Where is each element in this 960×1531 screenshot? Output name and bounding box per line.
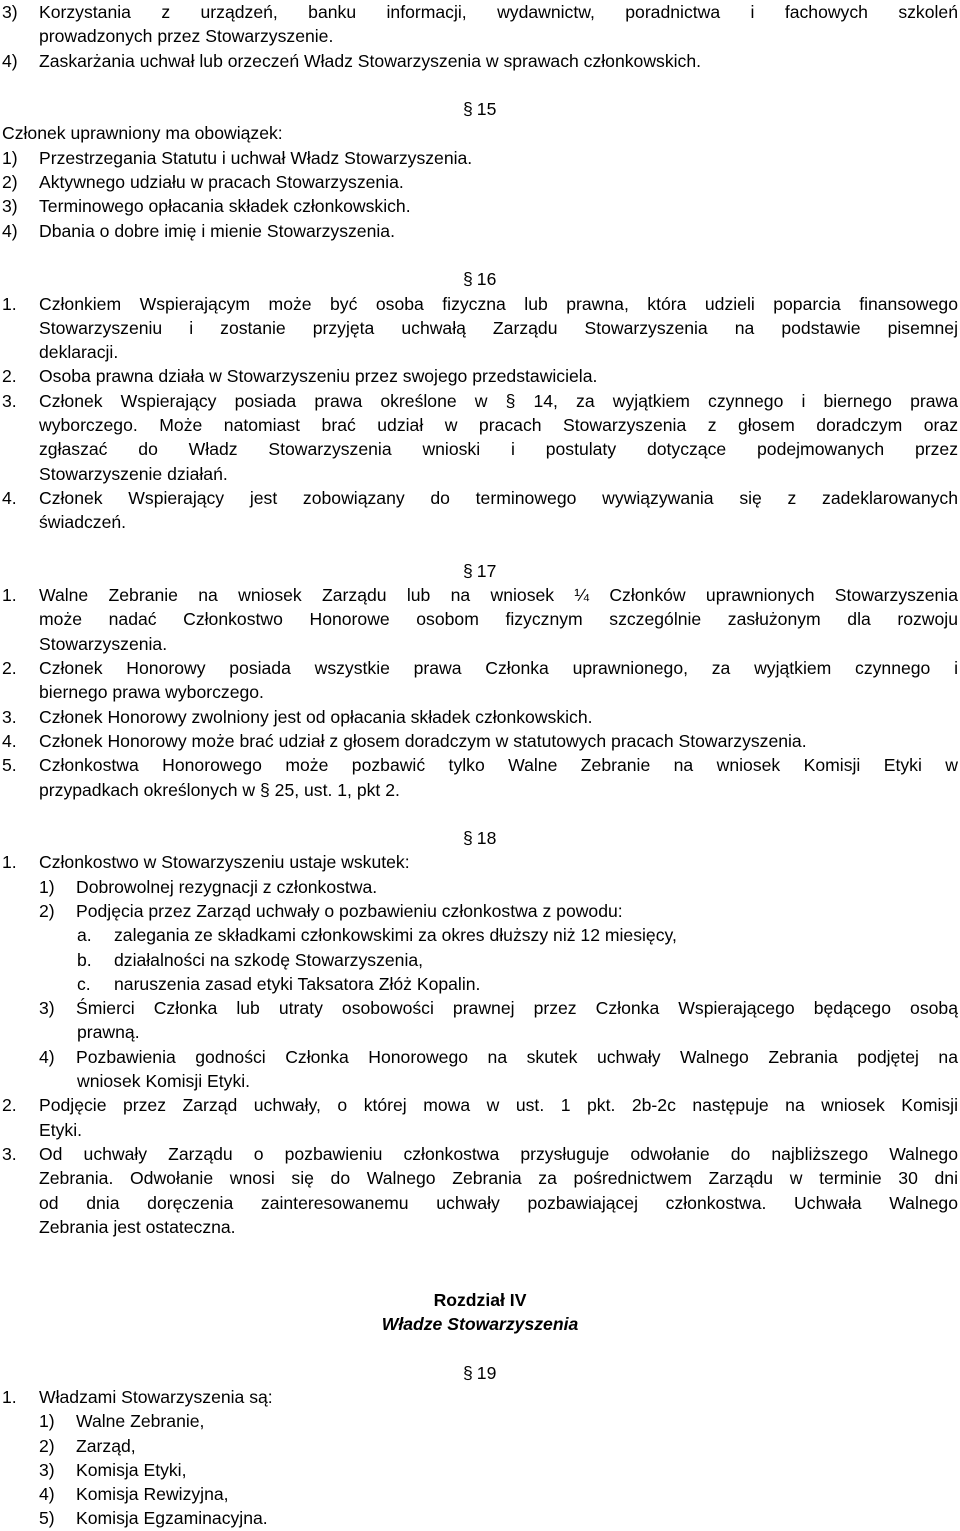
section-heading: § 15 — [463, 99, 497, 120]
list-item: 1) Dobrowolnej rezygnacji z członkostwa. — [39, 876, 378, 897]
list-item: c. naruszenia zasad etyki Taksatora Złóż Kopalin. — [77, 973, 481, 994]
chapter-title: Władze Stowarzyszenia — [381, 1314, 579, 1335]
list-item: 2) Podjęcia przez Zarząd uchwały o pozbawieniu członkostwa z powodu: — [39, 900, 623, 921]
article-16: § 16 1. Członkiem Wspierającym może być osoba fizyczna lub prawna, która udzieli poparcia finansowego Stowarzyszeniu i zostanie przyjęta uchwałą Zarządu Stowarzyszenia na podstawie pisemnej deklaracji. 2. Osoba prawna działa w Stowarzyszeniu przez swojego przedstawiciela. 3. Członek Wspierający posiada prawa określone w § 14, za wyjątkiem czynnego i biernego prawa wyborczego. Może natomiast brać udział w pracach Stowarzyszenia z głosem doradczym oraz zgłaszać do Władz Stowarzyszenia wnioski i postulaty dotyczące podejmowanych przez Stowarzyszenie działań. 4. Członek Wspierający jest zobowiązany do terminowego wywiązywania się z zadeklarowanych świadczeń. — [2, 269, 958, 533]
list-item: b. działalności na szkodę Stowarzyszenia, — [77, 949, 424, 970]
article-19 — [2, 1361, 958, 1531]
article-15: § 15 Członek uprawniony ma obowiązek: 1) Przestrzegania Statutu i uchwał Władz Stowarzyszenia. 2) Aktywnego udziału w pracach Stowarzyszenia. 3) Terminowego opłacania składek członkowskich. 4) Dbania o dobre imię i mienie Stowarzyszenia. — [2, 97, 958, 243]
list-item: 3) Terminowego opłacania składek członkowskich. — [2, 196, 411, 217]
list-item: 4) Pozbawienia godności Członka Honorowego na skutek uchwały Walnego Zebrania podjętej na — [39, 1046, 958, 1067]
section-heading: § 19 — [463, 1362, 497, 1383]
paragraph: 4. Członek Honorowy może brać udział z głosem doradczym w statutowych pracach Stowarzyszenia. — [2, 730, 807, 751]
list-item: a. zalegania ze składkami członkowskimi za okres dłuższy niż 12 miesięcy, — [77, 925, 677, 946]
paragraph: 2. Podjęcie przez Zarząd uchwały, o której mowa w ust. 1 pkt. 2b-2c następuje na wniosek Komisji — [2, 1095, 958, 1116]
list-item: 4) Zaskarżania uchwał lub orzeczeń Władz Stowarzyszenia w sprawach członkowskich. — [2, 50, 701, 71]
article-18: § 18 1. Członkostwo w Stowarzyszeniu ustaje wskutek: 1) Dobrowolnej rezygnacji z członkostwa. 2) Podjęcia przez Zarząd uchwały o pozbawieniu członkostwa z powodu: a. zalegania ze składkami członkowskimi za okres dłuższy niż 12 miesięcy, b. działalności na szkodę Stowarzyszenia, c. naruszenia zasad etyki Taksatora Złóż Kopalin. 3) Śmierci Członka lub utraty osobowości prawnej przez Członka Wspierającego będącego osobą prawną. 4) Pozbawienia godności Członka Honorowego na skutek uchwały Walnego Zebrania podjętej na wniosek Komisji Etyki. 2. Podjęcie przez Zarząd uchwały, o której mowa w ust. 1 pkt. 2b-2c następuje na wniosek Komisji Etyki. 3. Od uchwały Zarządu o pozbawieniu członkostwa przysługuje odwołanie do najbliższego Walnego Zebrania. Odwołanie wnosi się do Walnego Zebrania za pośrednictwem Zarządu w terminie 30 dni od dnia doręczenia zainteresowanemu uchwały pozbawiającej członkostwa. Uchwała Walnego Zebrania jest ostateczna. — [2, 828, 958, 1237]
paragraph: 3. Od uchwały Zarządu o pozbawieniu członkostwa przysługuje odwołanie do najbliższego Walnego — [2, 1143, 958, 1164]
list-item: 2) Zarząd, — [39, 1435, 136, 1456]
article-17: § 17 1. Walne Zebranie na wniosek Zarządu lub na wniosek ¼ Członków uprawnionych Stowarzyszenia może nadać Członkostwo Honorowe osobom fizycznym szczególnie zasłużonym dla rozwoju Stowarzyszenia. 2. Członek Honorowy posiada wszystkie prawa Członka uprawnionego, za wyjątkiem czynnego i biernego prawa wyborczego. 3. Członek Honorowy zwolniony jest od opłacania składek członkowskich. 4. Członek Honorowy może brać udział z głosem doradczym w statutowych pracach Stowarzyszenia. 5. Członkostwa Honorowego może pozbawić tylko Walne Zebranie na wniosek Komisji Etyki w przypadkach określonych w § 25, ust. 1, pkt 2. — [2, 560, 958, 800]
list-item: 4) Dbania o dobre imię i mienie Stowarzyszenia. — [2, 220, 395, 241]
list-item: 2) Aktywnego udziału w pracach Stowarzyszenia. — [2, 172, 404, 193]
list-item: 4) Komisja Rewizyjna, — [39, 1484, 229, 1505]
chapter-heading — [2, 1288, 958, 1337]
paragraph: 2. Członek Honorowy posiada wszystkie prawa Członka uprawnionego, za wyjątkiem czynnego i — [2, 658, 958, 679]
list-item: 5) Komisja Egzaminacyjna. — [39, 1508, 268, 1529]
chapter-label: Rozdział IV — [433, 1289, 527, 1310]
paragraph: 3. Członek Honorowy zwolniony jest od opłacania składek członkowskich. — [2, 706, 593, 727]
list-item: 3) Komisja Etyki, — [39, 1459, 187, 1480]
paragraph: 1. Walne Zebranie na wniosek Zarządu lub na wniosek ¼ Członków uprawnionych Stowarzyszenia — [2, 585, 958, 606]
paragraph: 3. Członek Wspierający posiada prawa określone w § 14, za wyjątkiem czynnego i biernego prawa — [2, 390, 958, 411]
paragraph: 5. Członkostwa Honorowego może pozbawić tylko Walne Zebranie na wniosek Komisji Etyki w — [2, 755, 958, 776]
section-heading: § 18 — [463, 828, 497, 849]
paragraph: 2. Osoba prawna działa w Stowarzyszeniu przez swojego przedstawiciela. — [2, 366, 598, 387]
paragraph: 1. Władzami Stowarzyszenia są: — [2, 1386, 273, 1407]
paragraph: 1. Członkostwo w Stowarzyszeniu ustaje wskutek: — [2, 852, 410, 873]
section-heading: § 17 — [463, 560, 497, 581]
paragraph: 1. Członkiem Wspierającym może być osoba fizyczna lub prawna, która udzieli poparcia finansowego — [2, 293, 958, 314]
paragraph: 4. Członek Wspierający jest zobowiązany do terminowego wywiązywania się z zadeklarowanych — [2, 487, 958, 508]
article-14-tail: 3) Korzystania z urządzeń, banku informacji, wydawnictw, poradnictwa i fachowych szkoleń prowadzonych przez Stowarzyszenie. 4) Zaskarżania uchwał lub orzeczeń Władz Stowarzyszenia w sprawach członkowskich. — [2, 0, 958, 73]
section-heading: § 16 — [463, 269, 497, 290]
list-item: 3) Śmierci Członka lub utraty osobowości prawnej przez Członka Wspierającego będącego osobą — [39, 998, 958, 1019]
list-item: 3) Korzystania z urządzeń, banku informacji, wydawnictw, poradnictwa i fachowych szkoleń — [2, 2, 958, 22]
list-item: 1) Przestrzegania Statutu i uchwał Władz Stowarzyszenia. — [2, 147, 473, 168]
list-item: 1) Walne Zebranie, — [39, 1411, 205, 1432]
